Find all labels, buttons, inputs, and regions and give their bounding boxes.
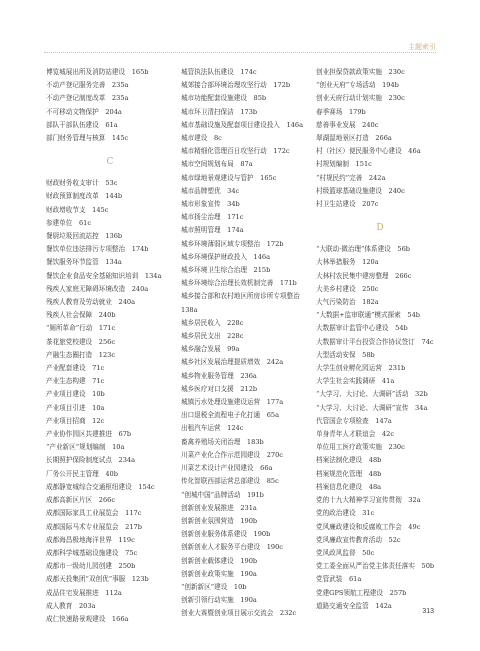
index-entry: 城市建设 8c (181, 134, 222, 143)
index-entry: 城乡物业服务管理 236a (181, 371, 257, 380)
page-number: 313 (422, 608, 434, 615)
index-entry: 大型活动安保 58b (316, 350, 375, 359)
index-entry: 成都高新区片区 266c (46, 496, 116, 505)
index-entry: 畜禽养殖场关闭治理 183b (181, 437, 264, 446)
index-entry: 创新创业载体建设 190b (181, 556, 258, 565)
index-entry: 大林村农民集中建房整理 266c (316, 271, 412, 280)
index-entry: 党风廉政宣传教育活动 52c (316, 535, 401, 544)
index-entry: 城乡环境薄弱区域专项整治 172b (181, 239, 284, 248)
index-entry: 川菜艺术设计产业园建设 66a (181, 464, 273, 473)
index-entry: 党工委全面从严治党主体责任落实 50b (316, 562, 435, 571)
index-entry: 城乡环境卫生综合治理 215b (181, 266, 271, 275)
index-entry: 大气污染防治 182a (316, 298, 379, 307)
index-entry: 城市精细化管理百日攻坚行动 172c (181, 147, 290, 156)
index-entry: 城市基础设施及配套项目建设投入 146a (181, 120, 304, 129)
index-entry: 城乡居民支出 228c (181, 332, 244, 341)
index-entry: 大林举措服务 120a (316, 258, 379, 267)
index-entry: 部门财务管理与核算 145c (46, 134, 129, 143)
index-entry: 成都海昌极地海洋世界 119c (46, 535, 135, 544)
index-entry: 城乡融合发展 99a (181, 345, 240, 354)
index-entry: 城市绿地景观建设与管护 165c (181, 173, 277, 182)
index-entry: 出口退税全流程电子化打通 65a (181, 411, 280, 420)
index-entry: 慈善事业发展 240c (316, 120, 379, 129)
index-entry: 不可移动文物保护 204a (46, 107, 122, 116)
index-entry: “厕所革命”行动 171c (46, 324, 116, 333)
index-entry: 城乡接合部和农村地区所房诊所专项整治 138a (181, 292, 307, 314)
index-entry: 产业协作园区共建推进 67b (46, 430, 132, 439)
index-entry: 城管执法队伍建设 174c (181, 68, 257, 76)
index-entry: 城市形象宣传 34b (181, 200, 240, 209)
index-entry: 城市扬尘治理 171c (181, 213, 244, 222)
index-entry: 创新引领行动实施 190a (181, 596, 257, 605)
index-entry: 不动产登记服务完善 235a (46, 81, 129, 90)
index-entry: 长期照护保险制度试点 234a (46, 456, 136, 465)
index-entry: 党风廉政建设和反腐败工作会 49c (316, 522, 421, 531)
index-entry: 城乡社区发展治理提质增效 242a (181, 358, 284, 367)
index-entry: 城市照明管理 174a (181, 226, 244, 235)
index-entry: 城市空间规划布局 87a (181, 160, 253, 169)
index-column-1 (46, 66, 174, 626)
index-entry: “大学习、大讨论、大调研”活动 32b (316, 390, 428, 399)
index-entry: 产业项目招商 12c (46, 416, 105, 425)
index-entry: 创业大赛暨创业项目展示交流会 232c (181, 609, 297, 618)
index-entry: 成仁快速路景观建设 166a (46, 614, 129, 623)
index-entry: 创新创业政策实施 190a (181, 569, 257, 578)
index-entry: 成都市一级幼儿园创建 250b (46, 562, 136, 571)
index-entry: 成都国际家具工业展览会 117c (46, 509, 142, 518)
index-entry: 厂务公开民主管理 40b (46, 469, 118, 478)
index-entry: 产业配套建设 71c (46, 364, 105, 373)
index-entry: 党管武装 61a (316, 575, 362, 584)
index-entry: 城市环卫清扫保洁 173b (181, 107, 258, 116)
index-entry: 创新创业服务体系建设 190b (181, 530, 271, 539)
index-entry: “创业天府”专场活动 194b (316, 81, 399, 90)
index-entry: 成都静宽城综合交通枢纽建设 154c (46, 482, 155, 491)
index-entry: 不动产登记制度改革 235a (46, 94, 129, 103)
index-entry: 川菜产业化合作示范园建设 270c (181, 450, 283, 459)
index-entry: 城郊接合部环境治理攻坚行动 172b (181, 81, 291, 90)
index-entry: 城乡环境保护财政投入 146a (181, 252, 271, 261)
index-entry: 博览城展出所及消防站建设 165b (46, 68, 149, 76)
index-entry: 创业天府行动计划实施 230c (316, 94, 405, 103)
index-entry: 档案规范化管理 48b (316, 469, 382, 478)
index-entry: 茶花旅党校建设 256c (46, 337, 116, 346)
index-entry: 创新创业氛围营造 190b (181, 516, 258, 525)
index-entry: 成都国际马术专业展览会 217b (46, 522, 142, 531)
index-entry: 村（社区）便民服务中心建设 46a (316, 147, 421, 156)
index-entry: 创新创业人才服务平台建设 190c (181, 543, 283, 552)
index-entry: 餐饮单位违法排污专项整治 174b (46, 245, 149, 254)
index-entry: 产业生态构建 71c (46, 377, 105, 386)
index-entry: 代管国企专项检查 147a (316, 416, 392, 425)
index-entry: 成品住宅发展推进 112a (46, 588, 122, 597)
index-entry: 党风政风监督 50c (316, 548, 375, 557)
index-entry: “村规民约”完善 242a (316, 173, 386, 182)
index-entry: 餐饮服务环节监管 134a (46, 258, 122, 267)
index-entry: 党建GPS领航工程建设 257b (316, 588, 407, 597)
index-entry: 残疾人教育及劳动就业 240a (46, 298, 136, 307)
index-entry: 产融生态圈打造 123c (46, 350, 116, 359)
index-entry: 档案信息化建设 48a (316, 482, 382, 491)
index-entry: “大学习、大讨论、大调研”宣传 34a (316, 403, 428, 412)
index-entry: 春季赛场 179b (316, 107, 366, 116)
section-letter: C (106, 157, 114, 168)
index-entry: “创城中国”品牌活动 191b (181, 490, 264, 499)
index-entry: 党的政治建设 31c (316, 509, 375, 518)
index-entry: 大数据审计平台投资合作协议签订 74c (316, 337, 434, 346)
index-entry: 传化智联西部运营总部建设 85c (181, 477, 279, 486)
index-entry: 村规划编制 151c (316, 160, 372, 169)
index-entry: 残疾人家庭无障碍环境改造 240a (46, 284, 149, 293)
index-entry: 大学生社会实践调研 41a (316, 377, 395, 386)
index-entry: 餐饮企业食品安全基础知识培训 134a (46, 271, 162, 280)
index-entry: 档案法制化建设 48b (316, 456, 382, 465)
index-entry: 翠湖湿地景区打造 266a (316, 134, 392, 143)
index-entry: 财政增收节支 145c (46, 205, 109, 214)
index-entry: 城乡环境综合治理长效机制完善 171b (181, 279, 297, 288)
header-divider (44, 52, 436, 53)
index-entry: 成都科学城基础设施建设 75c (46, 548, 138, 557)
index-entry: 大数据审计监管中心建设 54b (316, 324, 408, 333)
index-column-2 (181, 66, 309, 621)
index-entry: 单身青年人才联谊会 42c (316, 430, 395, 439)
index-entry: 创业担保贷款政策实施 230c (316, 68, 405, 76)
index-entry: 村级篮球基础设施建设 240c (316, 186, 405, 195)
index-entry: 出租汽车运营 124c (181, 424, 244, 433)
index-entry: 部队干部队伍建设 61a (46, 120, 118, 129)
index-entry: 参建单位 61c (46, 218, 92, 227)
page-header-label: 主题索引 (408, 44, 436, 51)
index-entry: “大数据+监审联通”模式探索 54b (316, 311, 421, 320)
index-entry: 创新创业发展推进 231a (181, 503, 257, 512)
index-entry: “创新新区”建设 10b (181, 582, 247, 591)
index-entry: 城乡居民收入 228c (181, 318, 244, 327)
index-entry: 产业项目建设 10b (46, 390, 105, 399)
index-entry: 村卫生站建设 207c (316, 200, 379, 209)
index-entry: 残疾人社会保障 240b (46, 311, 116, 320)
index-entry: 城镇污水处理设施建设运营 177a (181, 398, 284, 407)
index-entry: 财政财务收支审计 53c (46, 179, 118, 188)
index-entry: 城市功能配套设施建设 85b (181, 94, 267, 103)
index-entry: 党的十九大精神学习宣传贯彻 32a (316, 496, 421, 505)
index-entry: 城乡医疗对口支援 212b (181, 384, 258, 393)
index-entry: 产业项目引进 10a (46, 403, 105, 412)
index-entry: 大美乡村建设 250c (316, 284, 379, 293)
index-entry: 成人教育 203a (46, 601, 96, 610)
index-entry: 道路交通安全监管 142a (316, 601, 392, 610)
section-letter: D (376, 223, 384, 234)
index-entry: 单位用工医疗政策实施 230c (316, 443, 405, 452)
index-entry: 大学生创业孵化园运营 231b (316, 364, 406, 373)
index-entry: “大联动·微治理”体系建设 56b (316, 245, 410, 254)
index-entry: 餐厨垃圾回流站控 136b (46, 232, 123, 241)
index-entry: “产业新区”规划编制 10a (46, 443, 125, 452)
index-column-3 (316, 66, 444, 613)
index-entry: 财政预算制度改革 144b (46, 192, 123, 201)
index-entry: 城市品牌塑优 34c (181, 186, 240, 195)
index-entry: 成都天投集团“双创优”事服 123b (46, 575, 149, 584)
